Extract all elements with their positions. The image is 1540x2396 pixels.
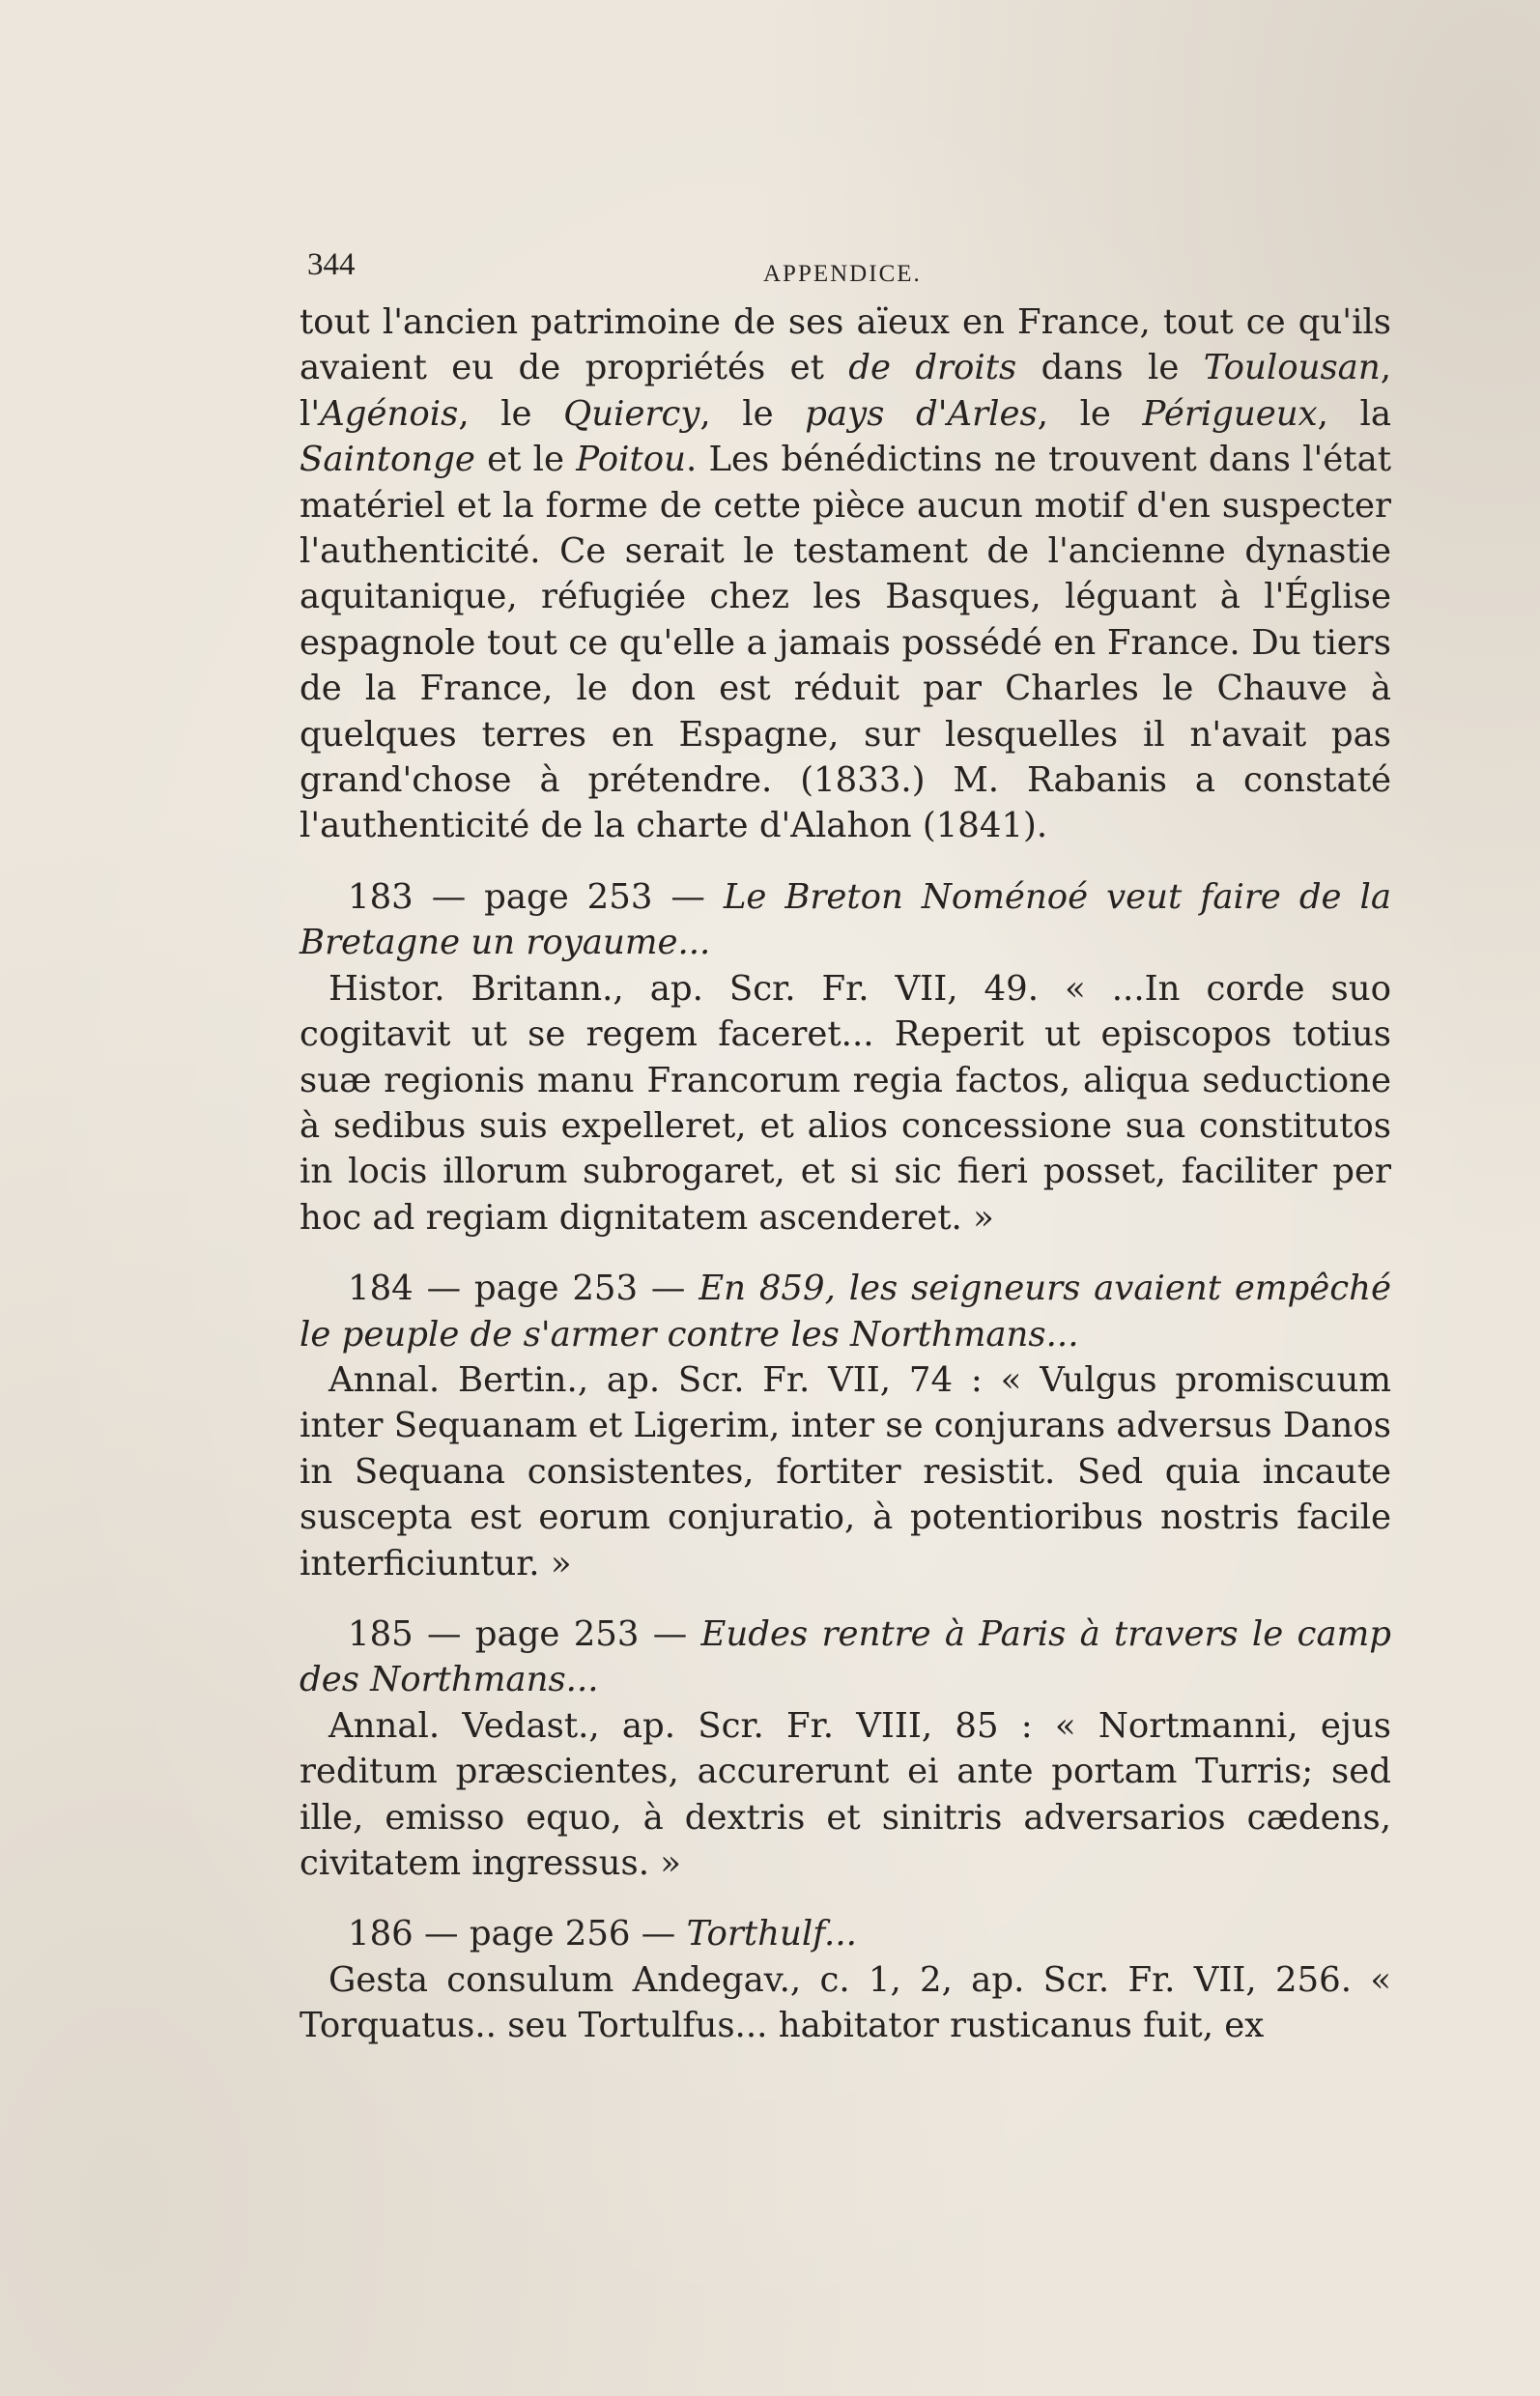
spacer bbox=[299, 849, 1391, 874]
spacer bbox=[299, 1886, 1391, 1911]
italic-run: Toulousan bbox=[1203, 348, 1381, 388]
text-run: , le bbox=[1037, 393, 1143, 434]
note-reference: 185 — page 253 — bbox=[348, 1613, 701, 1654]
note-185-heading bbox=[299, 1612, 1391, 1703]
text-run: . Les bénédictins ne trouvent dans l'état matériel et la forme de cette pièce aucun motif d'en suspecter l'authenticité. Ce serait le testament de l'ancienne dynastie aquitanique, réfugiée chez les Basques, léguant à l'Église espagnole tout ce qu'elle a jamais possédé en France. Du tiers de la France, le don est réduit par Charles le Chauve à quelques terres en Espagne, sur lesquelles il n'avait pas grand'chose à prétendre. (1833.) M. Rabanis a constaté l'authenticité de la charte d'Alahon (1841). bbox=[299, 440, 1391, 846]
italic-run: de droits bbox=[848, 348, 1017, 388]
intro-paragraph bbox=[299, 300, 1391, 849]
running-header bbox=[299, 232, 1391, 300]
italic-run: pays d'Arles bbox=[805, 393, 1038, 434]
italic-run: Quiercy bbox=[563, 393, 700, 434]
note-title: Le Breton Noménoé veut faire de la Bretagne un royaume... bbox=[299, 876, 1391, 963]
italic-run: Périgueux bbox=[1142, 393, 1318, 434]
note-reference: 184 — page 253 — bbox=[348, 1269, 699, 1309]
text-run: tout l'ancien patrimoine de ses aïeux en France, tout ce qu'ils avaient eu de propriétés et bbox=[299, 302, 1391, 388]
note-184-source: Annal. Bertin., ap. Scr. Fr. VII, 74 : « Vulgus promiscuum inter Sequanam et Ligerim, inter se conjurans adversus Danos in Sequana consistentes, fortiter resistit. Sed quia incaute suscepta est eorum conjuratio, à potentioribus nostris facile interficiuntur. » bbox=[299, 1359, 1391, 1583]
note-185-source: Annal. Vedast., ap. Scr. Fr. VIII, 85 : « Nortmanni, ejus reditum præscientes, accurerunt ei ante portam Turris; sed ille, emisso equo, à dextris et sinitris adversarios cædens, civitatem ingressus. » bbox=[299, 1705, 1391, 1883]
running-title: APPENDICE. bbox=[763, 261, 922, 287]
text-run: , la bbox=[1317, 393, 1392, 434]
note-title: En 859, les seigneurs avaient empêché le peuple de s'armer contre les Northmans... bbox=[299, 1269, 1391, 1355]
note-184-heading bbox=[299, 1266, 1391, 1357]
note-title: Torthulf... bbox=[686, 1914, 857, 1954]
note-reference: 186 — page 256 — bbox=[348, 1914, 687, 1954]
note-reference: 183 — page 253 — bbox=[348, 876, 724, 917]
spacer bbox=[299, 1586, 1391, 1612]
text-run: et le bbox=[474, 440, 577, 480]
text-run: dans le bbox=[1016, 348, 1204, 388]
note-title: Eudes rentre à Paris à travers le camp des Northmans... bbox=[299, 1613, 1391, 1700]
note-183-source: Histor. Britann., ap. Scr. Fr. VII, 49. « ...In corde suo cogitavit ut se regem faceret... Reperit ut episcopos totius suæ regionis manu Francorum regia factos, aliqua seductione à sedibus suis expelleret, et alios concessione sua constitutos in locis illorum subrogaret, et si sic fieri posset, faciliter per hoc ad regiam dignitatem ascenderet. » bbox=[299, 968, 1391, 1238]
spacer bbox=[299, 1241, 1391, 1266]
italic-run: Saintonge bbox=[299, 440, 475, 480]
note-186-heading bbox=[299, 1911, 1391, 1956]
book-page bbox=[299, 232, 1391, 2049]
text-run: , le bbox=[458, 393, 564, 434]
page-number: 344 bbox=[307, 247, 356, 282]
note-183-heading bbox=[299, 874, 1391, 966]
text-run: , l' bbox=[299, 348, 1391, 434]
italic-run: Poitou bbox=[576, 440, 686, 480]
note-186-source: Gesta consulum Andegav., c. 1, 2, ap. Scr. Fr. VII, 256. « Torquatus.. seu Tortulfus... habitator rusticanus fuit, ex bbox=[299, 1959, 1391, 2046]
italic-run: Agénois bbox=[320, 393, 459, 434]
body-text bbox=[299, 300, 1391, 2049]
text-run: , le bbox=[699, 393, 806, 434]
